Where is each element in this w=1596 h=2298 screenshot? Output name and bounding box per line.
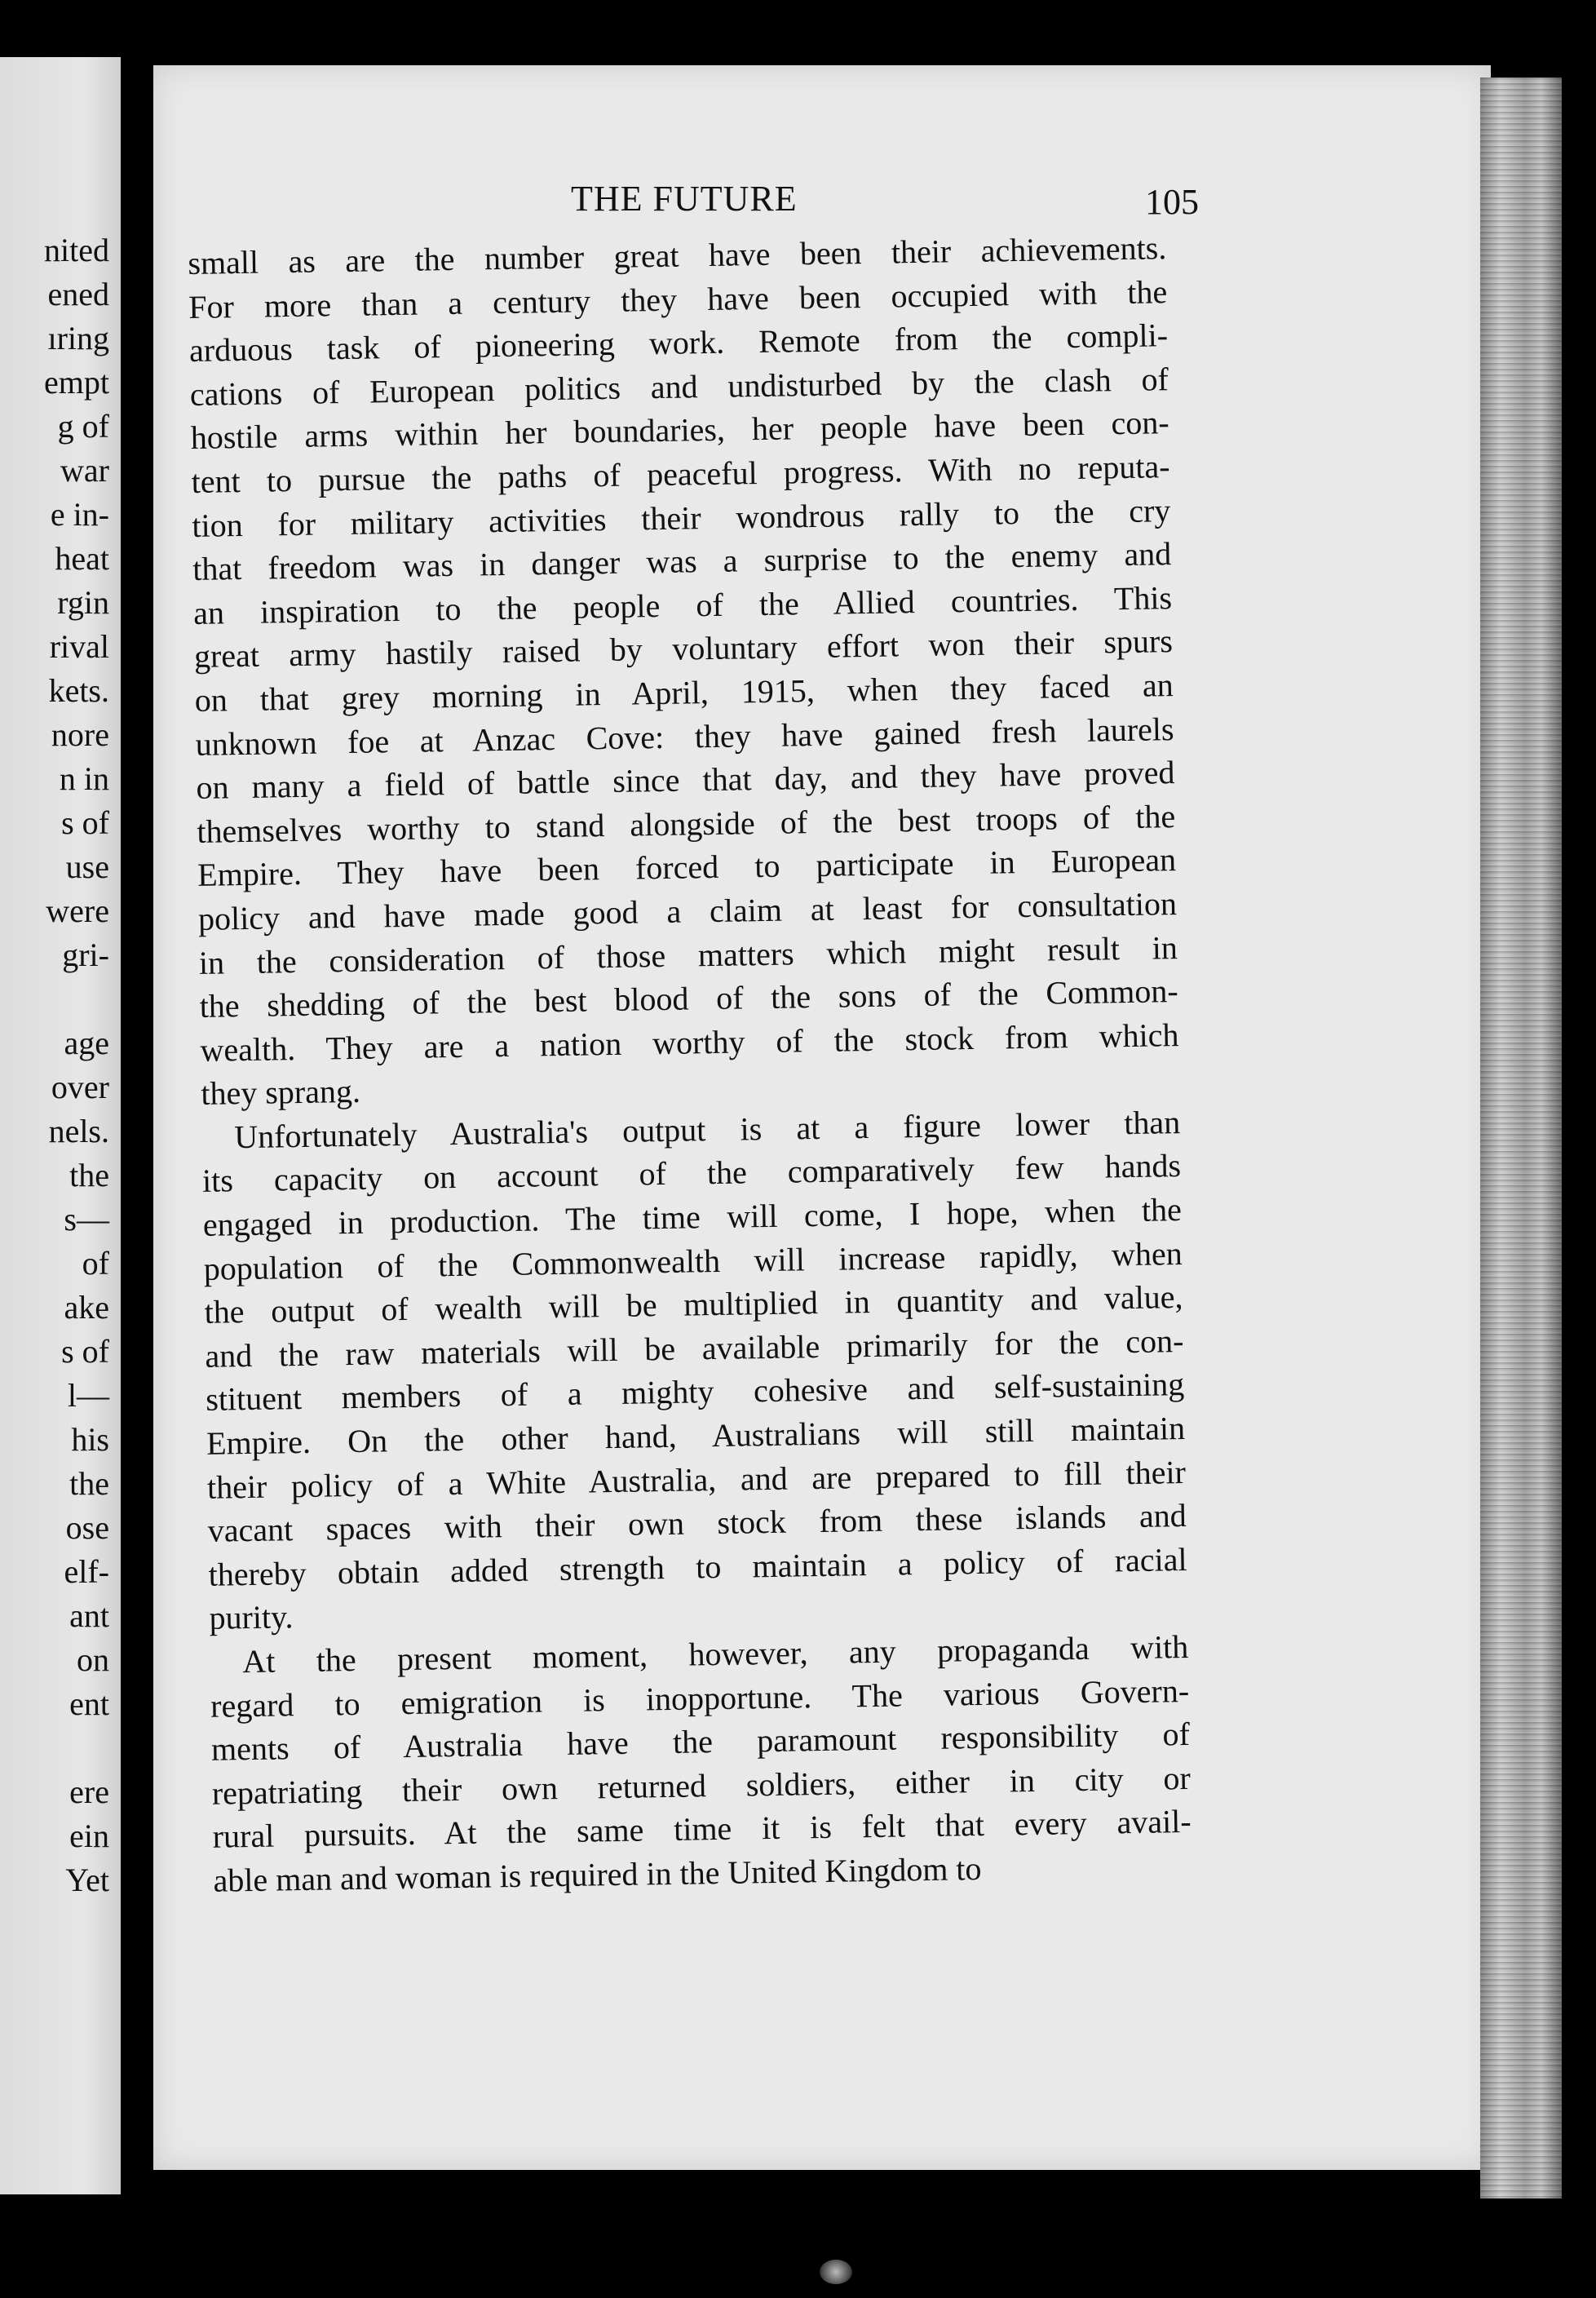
left-page-fragment: l—: [67, 1377, 109, 1414]
text-line: on many a field of battle since that day, and they have proved: [196, 754, 1175, 807]
text-line: great army hastily raised by voluntary effort won their spurs: [193, 622, 1174, 675]
text-line: population of the Commonwealth will increase rapidly, when: [203, 1234, 1183, 1287]
left-page-fragment: were: [46, 892, 109, 929]
left-page-fragment: war: [60, 452, 109, 489]
left-page-fragment: the: [69, 1157, 109, 1193]
left-page-fragment: s—: [64, 1201, 109, 1238]
left-page-fragment: ant: [69, 1597, 109, 1634]
page-header: [196, 178, 1199, 227]
text-line: tent to pursue the paths of peaceful progress. With no reputa-: [191, 448, 1170, 500]
left-page-fragment: elf-: [64, 1553, 109, 1590]
text-line: on that grey morning in April, 1915, when they faced an: [194, 666, 1174, 719]
left-page-fragment: Yet: [65, 1862, 109, 1898]
text-line: stituent members of a mighty cohesive and self-sustaining: [205, 1366, 1185, 1419]
left-page-fragment: nels.: [48, 1113, 109, 1149]
left-page-fragment: of: [82, 1245, 109, 1282]
text-line: ments of Australia have the paramount responsibility of: [210, 1716, 1191, 1768]
text-line: Empire. They have been forced to participate in European: [197, 841, 1177, 894]
left-page-fragment: e in-: [50, 496, 109, 533]
text-line: in the consideration of those matters which might result in: [198, 928, 1178, 981]
left-page-fragment: ake: [64, 1289, 109, 1326]
text-line: repatriating their own returned soldiers, either in city or: [211, 1759, 1191, 1812]
left-page-fragment: ein: [69, 1818, 109, 1854]
left-page-fragment: use: [65, 848, 109, 885]
text-line: themselves worthy to stand alongside of the best troops of the: [197, 797, 1176, 850]
text-line: the shedding of the best blood of the sons of the Common-: [199, 972, 1178, 1025]
running-title: THE FUTURE: [571, 179, 798, 219]
left-page-fragment: gri-: [62, 936, 109, 973]
left-page-text-fragments: [44, 228, 109, 1902]
left-page-fragment: empt: [44, 364, 109, 401]
text-line: engaged in production. The time will come, I hope, when the: [202, 1191, 1183, 1243]
text-line: rural pursuits. At the same time it is felt that every avail-: [212, 1803, 1191, 1856]
text-line: that freedom was in danger was a surprise to the enemy and: [192, 535, 1172, 588]
left-page-fragment: ose: [65, 1509, 109, 1546]
text-line: their policy of a White Australia, and are prepared to fill their: [206, 1453, 1187, 1506]
text-line: Unfortunately Australia's output is at a figure lower than: [233, 1103, 1181, 1156]
left-page-fragment: his: [71, 1421, 109, 1458]
left-page-fragment: ened: [47, 276, 109, 312]
left-page-fragment: rival: [49, 628, 109, 665]
left-page-fragment: ent: [69, 1685, 109, 1722]
text-line: wealth. They are a nation worthy of the stock from which: [200, 1016, 1179, 1069]
text-line: small as are the number great have been their achievements.: [188, 229, 1167, 281]
text-line: thereby obtain added strength to maintain a policy of racial: [208, 1540, 1187, 1593]
left-page-fragment: on: [77, 1641, 109, 1678]
left-page-fragment: heat: [55, 540, 109, 577]
left-page-fragment: [44, 977, 109, 1021]
left-page-fragment: n in: [59, 760, 109, 797]
text-line: and the raw materials will be available primarily for the con-: [205, 1322, 1184, 1375]
left-page-fragment: age: [64, 1025, 109, 1061]
left-facing-page: [0, 57, 121, 2194]
scan-smudge: [820, 2260, 852, 2284]
text-line: purity.: [209, 1598, 294, 1637]
text-line: they sprang.: [201, 1073, 361, 1113]
book-page-edge: [1480, 77, 1562, 2198]
text-line: tion for military activities their wondrous rally to the cry: [192, 491, 1171, 544]
left-page-fragment: [44, 1726, 109, 1770]
left-page-fragment: over: [51, 1069, 109, 1105]
text-line: vacant spaces with their own stock from these islands and: [207, 1497, 1187, 1550]
page-number: 105: [1145, 182, 1199, 222]
left-page-fragment: s of: [61, 804, 109, 841]
left-page-fragment: g of: [57, 408, 109, 445]
paragraph: [201, 1100, 1188, 1640]
left-page-fragment: the: [69, 1465, 109, 1502]
left-page-fragment: nited: [44, 232, 109, 268]
left-page-fragment: ere: [69, 1773, 109, 1810]
left-page-fragment: s of: [61, 1333, 109, 1370]
paragraph: [188, 226, 1180, 1116]
text-line: At the present moment, however, any propaganda with: [241, 1627, 1189, 1680]
text-line: an inspiration to the people of the Allied countries. This: [192, 578, 1173, 631]
text-line: Empire. On the other hand, Australians will still maintain: [206, 1410, 1186, 1462]
text-line: unknown foe at Anzac Cove: they have gained fresh laurels: [195, 710, 1174, 763]
text-line: able man and woman is required in the United Kingdom to: [213, 1849, 982, 1899]
text-line: policy and have made good a claim at least for consultation: [197, 884, 1178, 937]
text-line: cations of European politics and undisturbed by the clash of: [189, 360, 1169, 413]
page-body-text: [188, 226, 1192, 1902]
left-page-fragment: ıring: [47, 320, 109, 356]
left-page-fragment: rgin: [57, 584, 109, 621]
text-line: hostile arms within her boundaries, her people have been con-: [190, 404, 1169, 457]
text-line: regard to emigration is inopportune. The various Govern-: [210, 1671, 1190, 1725]
left-page-fragment: kets.: [48, 672, 109, 709]
left-page-fragment: nore: [51, 716, 109, 753]
paragraph: [210, 1625, 1192, 1902]
text-line: For more than a century they have been occupied with the: [188, 272, 1168, 325]
text-line: arduous task of pioneering work. Remote from the compli-: [188, 317, 1169, 370]
text-line: its capacity on account of the comparatively few hands: [201, 1147, 1182, 1200]
text-line: the output of wealth will be multiplied in quantity and value,: [204, 1278, 1183, 1331]
